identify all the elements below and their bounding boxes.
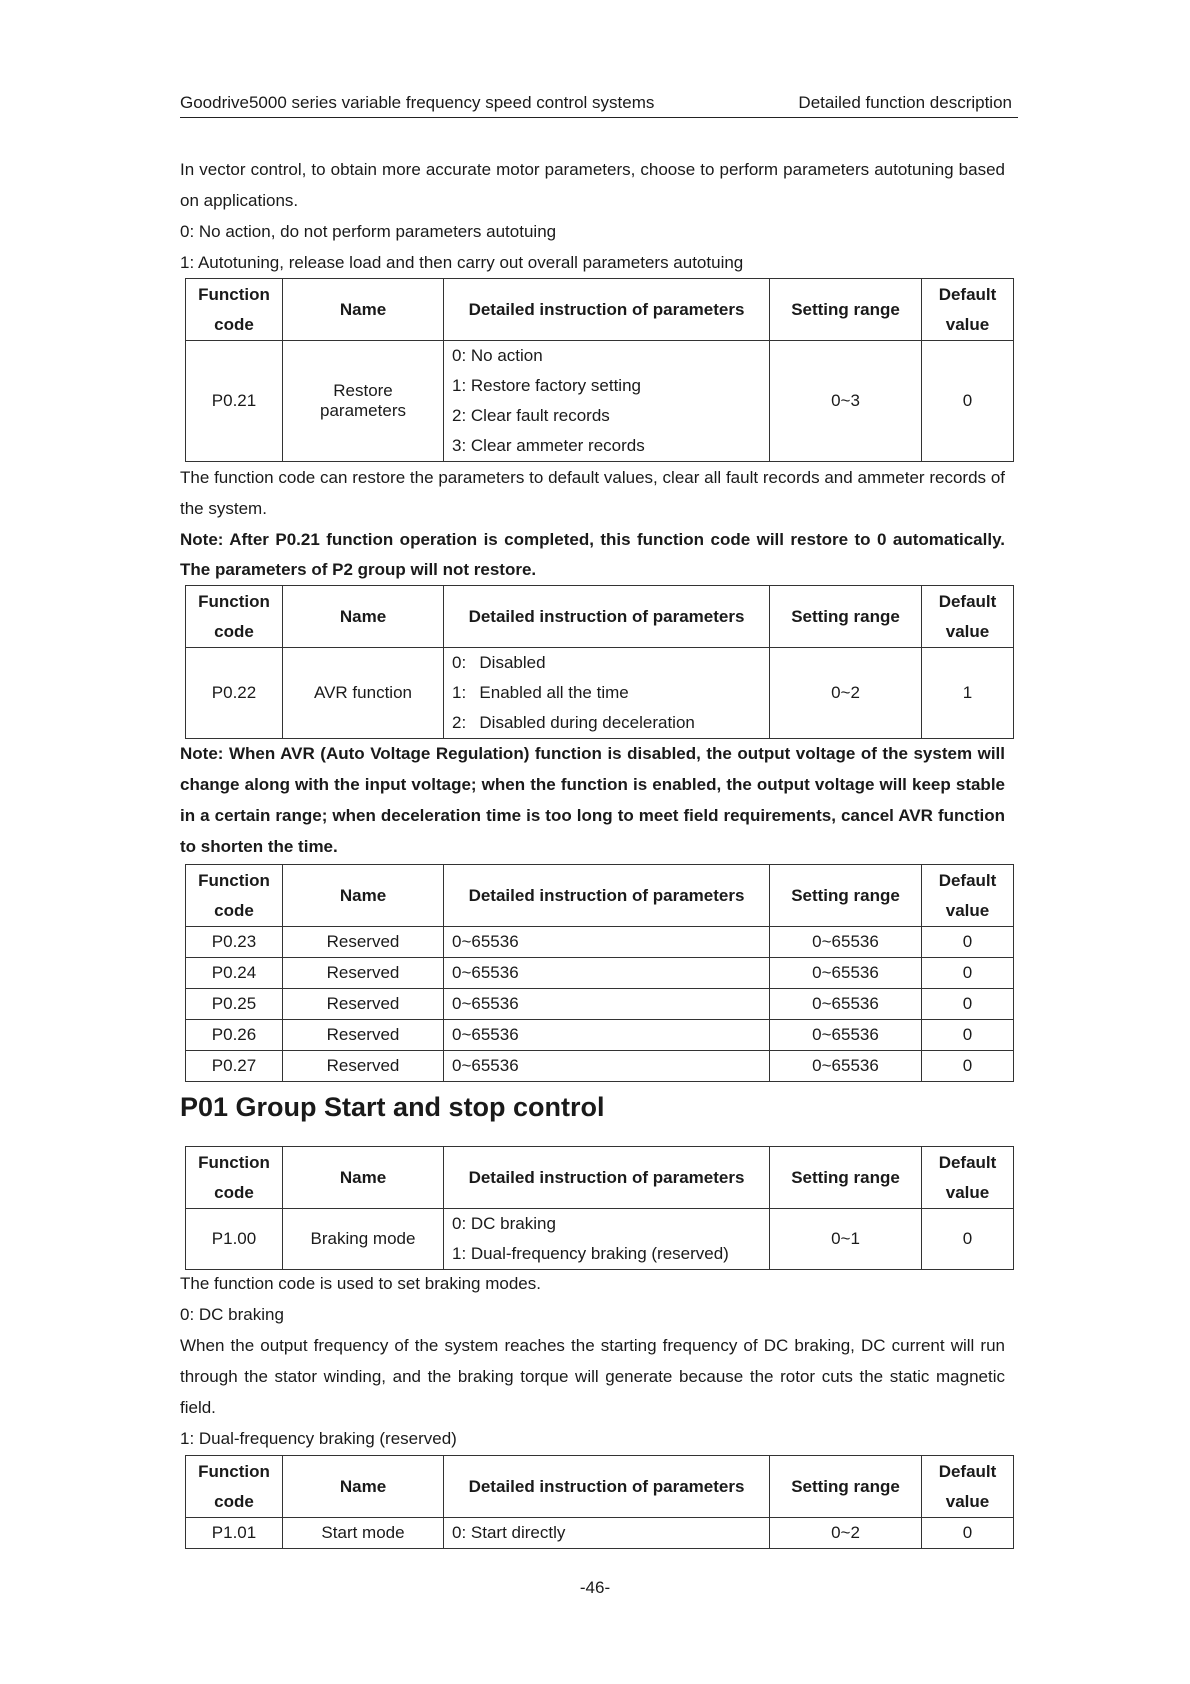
cell-code: P0.24 xyxy=(186,958,283,989)
th-default-value: Default value xyxy=(922,1456,1014,1518)
cell-range: 0~2 xyxy=(770,1518,922,1549)
cell-code: P0.25 xyxy=(186,989,283,1020)
th-instruction: Detailed instruction of parameters xyxy=(444,1147,770,1209)
table-row xyxy=(186,1020,1014,1051)
table-row xyxy=(186,1051,1014,1082)
cell-range: 0~65536 xyxy=(770,1020,922,1051)
cell-code: P0.21 xyxy=(186,341,283,462)
cell-range: 0~65536 xyxy=(770,1051,922,1082)
cell-code: P0.22 xyxy=(186,648,283,739)
th-function-code: Function code xyxy=(186,1456,283,1518)
intro-option-1: 1: Autotuning, release load and then carry out overall parameters autotuing xyxy=(180,253,744,272)
cell-name: Start mode xyxy=(283,1518,444,1549)
th-setting-range: Setting range xyxy=(770,1456,922,1518)
th-default-value: Default value xyxy=(922,865,1014,927)
th-default-value: Default value xyxy=(922,586,1014,648)
cell-code: P0.23 xyxy=(186,927,283,958)
param-table-p1-01 xyxy=(185,1455,1014,1549)
cell-range: 0~65536 xyxy=(770,927,922,958)
cell-code: P1.01 xyxy=(186,1518,283,1549)
table-row xyxy=(186,1518,1014,1549)
cell-range: 0~65536 xyxy=(770,989,922,1020)
braking-description: The function code is used to set braking modes. xyxy=(180,1274,541,1293)
option-line: 1: Enabled all the time xyxy=(452,683,629,702)
th-setting-range: Setting range xyxy=(770,1147,922,1209)
table-row xyxy=(186,1209,1014,1270)
th-setting-range: Setting range xyxy=(770,279,922,341)
table-row xyxy=(186,927,1014,958)
restore-note: Note: After P0.21 function operation is completed, this function code will restore to 0 automatically. The parameters of P2 group will not restore. xyxy=(180,530,1005,579)
table-header-row xyxy=(186,279,1014,341)
option-line: 1: Restore factory setting xyxy=(452,376,641,395)
restore-description: The function code can restore the parameters to default values, clear all fault records and ammeter records of the system. xyxy=(180,468,1005,518)
cell-code: P0.26 xyxy=(186,1020,283,1051)
th-function-code: Function code xyxy=(186,865,283,927)
param-table-p1-00 xyxy=(185,1146,1014,1270)
th-setting-range: Setting range xyxy=(770,865,922,927)
cell-instruction xyxy=(444,1209,770,1270)
cell-name: Reserved xyxy=(283,1020,444,1051)
cell-name: Reserved xyxy=(283,927,444,958)
cell-default: 0 xyxy=(922,989,1014,1020)
table-row xyxy=(186,958,1014,989)
cell-instruction: 0~65536 xyxy=(444,1051,770,1082)
th-name: Name xyxy=(283,279,444,341)
intro-paragraph: In vector control, to obtain more accurate motor parameters, choose to perform parameters autotuning based on applications. xyxy=(180,160,1005,210)
cell-default: 0 xyxy=(922,1051,1014,1082)
table-row xyxy=(186,989,1014,1020)
page-number: -46- xyxy=(579,1578,611,1597)
option-line: 3: Clear ammeter records xyxy=(452,436,645,455)
cell-name: Reserved xyxy=(283,958,444,989)
table-header-row xyxy=(186,1147,1014,1209)
th-function-code: Function code xyxy=(186,279,283,341)
option-line: 0: DC braking xyxy=(452,1214,556,1233)
cell-default: 1 xyxy=(922,648,1014,739)
cell-default: 0 xyxy=(922,341,1014,462)
cell-instruction: 0~65536 xyxy=(444,958,770,989)
option-line: 0: No action xyxy=(452,346,543,365)
th-instruction: Detailed instruction of parameters xyxy=(444,586,770,648)
cell-name: Reserved xyxy=(283,1051,444,1082)
table-header-row xyxy=(186,1456,1014,1518)
th-instruction: Detailed instruction of parameters xyxy=(444,1456,770,1518)
param-table-p0-21 xyxy=(185,278,1014,462)
section-heading: P01 Group Start and stop control xyxy=(180,1092,605,1122)
cell-default: 0 xyxy=(922,1020,1014,1051)
th-default-value: Default value xyxy=(922,279,1014,341)
cell-name: Braking mode xyxy=(283,1209,444,1270)
th-name: Name xyxy=(283,586,444,648)
cell-instruction xyxy=(444,648,770,739)
cell-name: Restore parameters xyxy=(283,341,444,462)
cell-name: Reserved xyxy=(283,989,444,1020)
cell-code: P1.00 xyxy=(186,1209,283,1270)
cell-code: P0.27 xyxy=(186,1051,283,1082)
cell-instruction: 0~65536 xyxy=(444,927,770,958)
avr-note: Note: When AVR (Auto Voltage Regulation) function is disabled, the output voltage of the system will change along with the input voltage; when the function is enabled, the output voltage will keep stable in a certain range; when deceleration time is too long to meet field requirements, cancel AVR function to shorten the time. xyxy=(180,744,1005,856)
cell-instruction: 0: Start directly xyxy=(444,1518,770,1549)
dc-braking-paragraph: When the output frequency of the system reaches the starting frequency of DC braking, DC current will run through the stator winding, and the braking torque will generate because the rotor cuts the static magnetic field. xyxy=(180,1336,1005,1417)
th-name: Name xyxy=(283,865,444,927)
header-chapter-title: Detailed function description xyxy=(798,93,1012,112)
braking-option-1: 1: Dual-frequency braking (reserved) xyxy=(180,1429,457,1448)
intro-option-0: 0: No action, do not perform parameters autotuing xyxy=(180,222,557,241)
th-name: Name xyxy=(283,1456,444,1518)
th-function-code: Function code xyxy=(186,1147,283,1209)
cell-default: 0 xyxy=(922,927,1014,958)
th-name: Name xyxy=(283,1147,444,1209)
page-header xyxy=(180,93,1018,118)
cell-instruction xyxy=(444,341,770,462)
cell-range: 0~1 xyxy=(770,1209,922,1270)
table-row xyxy=(186,648,1014,739)
option-line: 2: Disabled during deceleration xyxy=(452,713,695,732)
th-instruction: Detailed instruction of parameters xyxy=(444,279,770,341)
table-header-row xyxy=(186,586,1014,648)
cell-default: 0 xyxy=(922,958,1014,989)
cell-default: 0 xyxy=(922,1209,1014,1270)
cell-range: 0~2 xyxy=(770,648,922,739)
header-manual-title: Goodrive5000 series variable frequency speed control systems xyxy=(180,93,655,112)
option-line: 1: Dual-frequency braking (reserved) xyxy=(452,1244,729,1263)
cell-instruction: 0~65536 xyxy=(444,1020,770,1051)
th-setting-range: Setting range xyxy=(770,586,922,648)
param-table-p0-22 xyxy=(185,585,1014,739)
braking-option-0: 0: DC braking xyxy=(180,1305,284,1324)
option-line: 2: Clear fault records xyxy=(452,406,610,425)
param-table-reserved xyxy=(185,864,1014,1082)
th-function-code: Function code xyxy=(186,586,283,648)
th-default-value: Default value xyxy=(922,1147,1014,1209)
cell-instruction: 0~65536 xyxy=(444,989,770,1020)
cell-default: 0 xyxy=(922,1518,1014,1549)
table-row xyxy=(186,341,1014,462)
th-instruction: Detailed instruction of parameters xyxy=(444,865,770,927)
cell-name: AVR function xyxy=(283,648,444,739)
cell-range: 0~65536 xyxy=(770,958,922,989)
table-header-row xyxy=(186,865,1014,927)
cell-range: 0~3 xyxy=(770,341,922,462)
option-line: 0: Disabled xyxy=(452,653,546,672)
